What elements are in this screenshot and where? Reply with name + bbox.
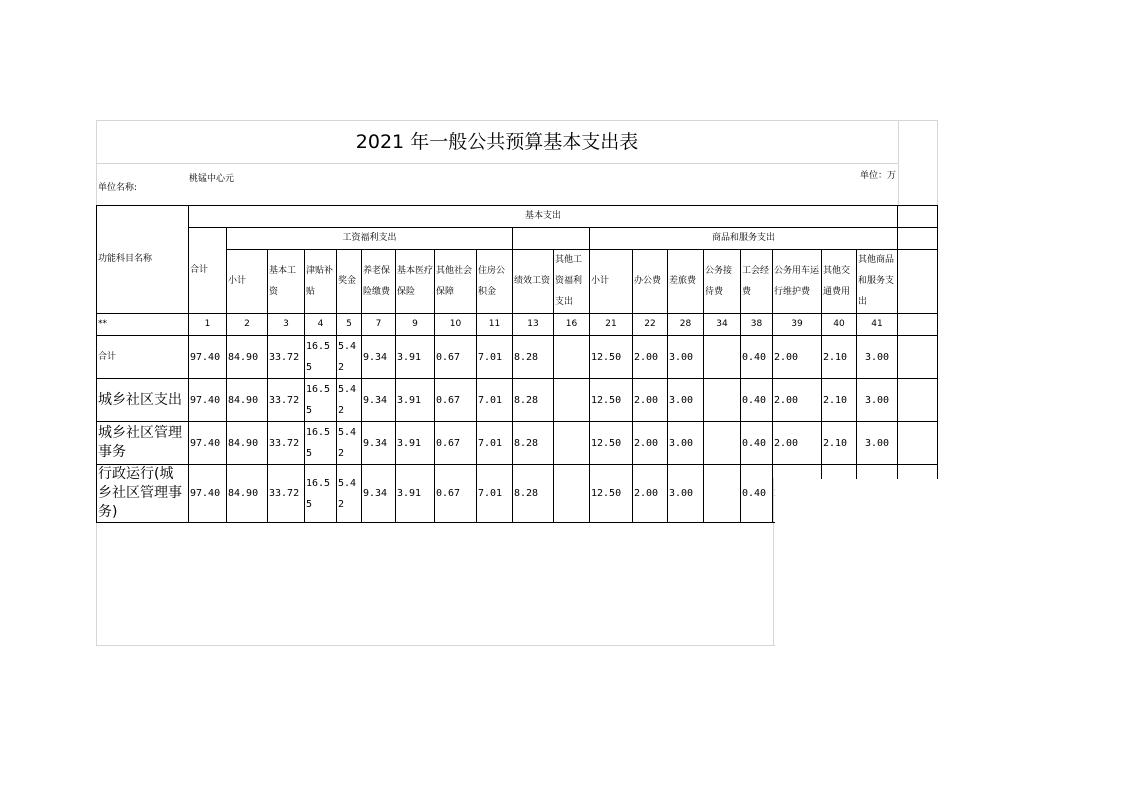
value-cell: 9.34 — [362, 336, 396, 379]
value-cell: 9.34 — [362, 422, 396, 465]
column-header: 其他商品和服务支出 — [857, 250, 898, 314]
value-cell: 3.00 — [668, 465, 704, 523]
value-cell: 16.55 — [305, 379, 337, 422]
column-code: 38 — [741, 314, 773, 336]
value-cell: 2.10 — [822, 422, 857, 465]
value-cell: 2.00 — [633, 379, 668, 422]
column-header: 差旅费 — [668, 250, 704, 314]
empty-cell — [513, 228, 590, 250]
value-cell: 2.00 — [773, 379, 822, 422]
value-cell: 0.67 — [435, 336, 477, 379]
unit-measure: 单位：万 — [859, 171, 896, 181]
value-cell: 12.50 — [590, 379, 633, 422]
value-cell: 84.90 — [227, 379, 268, 422]
column-code: 28 — [668, 314, 704, 336]
value-cell: 16.55 — [305, 465, 337, 523]
value-cell: 0.40 — [741, 422, 773, 465]
value-cell: 8.28 — [513, 422, 554, 465]
value-cell: 0.67 — [435, 379, 477, 422]
column-header: 办公费 — [633, 250, 668, 314]
column-code: 7 — [362, 314, 396, 336]
value-cell: 3.91 — [396, 379, 435, 422]
column-header: 奖金 — [337, 250, 362, 314]
value-cell: 2.00 — [773, 422, 822, 465]
value-cell: 2.10 — [822, 336, 857, 379]
column-header: 工会经费 — [741, 250, 773, 314]
empty-cell — [898, 228, 938, 250]
blank-area — [775, 479, 945, 654]
column-header: 公务接待费 — [704, 250, 741, 314]
value-cell: 3.91 — [396, 465, 435, 523]
column-code: 39 — [773, 314, 822, 336]
value-cell: 33.72 — [268, 336, 305, 379]
column-header: 其他工资福利支出 — [554, 250, 590, 314]
column-code: 16 — [554, 314, 590, 336]
column-code: 1 — [189, 314, 227, 336]
value-cell: 3.00 — [668, 336, 704, 379]
column-code: 9 — [396, 314, 435, 336]
empty-cell — [898, 379, 938, 422]
value-cell: 12.50 — [590, 465, 633, 523]
value-cell: 3.00 — [668, 422, 704, 465]
salary-group-header: 工资福利支出 — [227, 228, 513, 250]
value-cell: 16.55 — [305, 422, 337, 465]
value-cell: 12.50 — [590, 336, 633, 379]
column-header: 津贴补贴 — [305, 250, 337, 314]
value-cell — [704, 422, 741, 465]
value-cell: 3.00 — [857, 336, 898, 379]
value-cell — [554, 422, 590, 465]
unit-row — [96, 163, 898, 205]
value-cell — [704, 336, 741, 379]
value-cell: 97.40 — [189, 379, 227, 422]
value-cell: 2.00 — [633, 422, 668, 465]
value-cell — [554, 379, 590, 422]
code-label: ** — [97, 314, 189, 336]
value-cell: 84.90 — [227, 465, 268, 523]
page-title: 2021 年一般公共预算基本支出表 — [96, 121, 898, 164]
value-cell: 97.40 — [189, 336, 227, 379]
table-row — [97, 336, 938, 379]
value-cell: 84.90 — [227, 422, 268, 465]
column-code: 13 — [513, 314, 554, 336]
value-cell: 84.90 — [227, 336, 268, 379]
function-name: 行政运行(城乡社区管理事务) — [97, 465, 189, 523]
value-cell: 12.50 — [590, 422, 633, 465]
value-cell: 5.42 — [337, 379, 362, 422]
value-cell: 2.00 — [633, 465, 668, 523]
value-cell: 5.42 — [337, 465, 362, 523]
value-cell: 2.00 — [633, 336, 668, 379]
unit-name-label: 单位名称: — [98, 183, 138, 193]
total-header: 合计 — [189, 228, 227, 314]
value-cell: 97.40 — [189, 465, 227, 523]
value-cell: 7.01 — [477, 465, 513, 523]
value-cell: 33.72 — [268, 422, 305, 465]
value-cell: 5.42 — [337, 422, 362, 465]
value-cell: 0.40 — [741, 465, 773, 523]
value-cell: 2.00 — [773, 336, 822, 379]
value-cell: 3.00 — [857, 379, 898, 422]
column-header: 基本工资 — [268, 250, 305, 314]
value-cell: 16.55 — [305, 336, 337, 379]
value-cell — [554, 336, 590, 379]
goods-group-header: 商品和服务支出 — [590, 228, 898, 250]
value-cell: 8.28 — [513, 336, 554, 379]
column-code: 22 — [633, 314, 668, 336]
column-header: 公务用车运行维护费 — [773, 250, 822, 314]
empty-cell — [898, 336, 938, 379]
value-cell: 3.00 — [857, 422, 898, 465]
table-row — [97, 379, 938, 422]
function-name: 合计 — [97, 336, 189, 379]
column-code: 2 — [227, 314, 268, 336]
empty-cell — [898, 314, 938, 336]
column-code: 4 — [305, 314, 337, 336]
value-cell: 7.01 — [477, 422, 513, 465]
column-header: 其他社会保障 — [435, 250, 477, 314]
value-cell: 7.01 — [477, 336, 513, 379]
value-cell: 2.10 — [822, 379, 857, 422]
column-code: 41 — [857, 314, 898, 336]
column-code: 34 — [704, 314, 741, 336]
value-cell: 3.91 — [396, 336, 435, 379]
table-row — [97, 422, 938, 465]
grid-line — [898, 121, 899, 206]
value-cell: 33.72 — [268, 379, 305, 422]
column-code: 5 — [337, 314, 362, 336]
column-code: 10 — [435, 314, 477, 336]
column-code: 3 — [268, 314, 305, 336]
empty-cell — [898, 250, 938, 314]
value-cell: 5.42 — [337, 336, 362, 379]
column-header: 绩效工资 — [513, 250, 554, 314]
basic-expense-header: 基本支出 — [189, 206, 898, 228]
value-cell: 33.72 — [268, 465, 305, 523]
column-code: 11 — [477, 314, 513, 336]
value-cell: 9.34 — [362, 379, 396, 422]
column-header: 小计 — [590, 250, 633, 314]
value-cell — [704, 465, 741, 523]
value-cell: 97.40 — [189, 422, 227, 465]
budget-table — [96, 205, 938, 523]
function-name-header: 功能科目名称 — [97, 206, 189, 314]
function-name: 城乡社区支出 — [97, 379, 189, 422]
value-cell: 3.00 — [668, 379, 704, 422]
value-cell: 0.40 — [741, 336, 773, 379]
value-cell: 0.67 — [435, 465, 477, 523]
value-cell: 0.40 — [741, 379, 773, 422]
value-cell: 8.28 — [513, 465, 554, 523]
value-cell — [704, 379, 741, 422]
value-cell: 8.28 — [513, 379, 554, 422]
unit-name-value: 桃锰中心元 — [189, 174, 235, 184]
column-header: 养老保险缴费 — [362, 250, 396, 314]
value-cell: 9.34 — [362, 465, 396, 523]
column-header: 小计 — [227, 250, 268, 314]
column-code: 21 — [590, 314, 633, 336]
value-cell: 3.91 — [396, 422, 435, 465]
column-header: 基本医疗保险 — [396, 250, 435, 314]
value-cell: 0.67 — [435, 422, 477, 465]
empty-cell — [898, 422, 938, 465]
column-header: 其他交通费用 — [822, 250, 857, 314]
value-cell — [554, 465, 590, 523]
column-header: 住房公积金 — [477, 250, 513, 314]
column-code: 40 — [822, 314, 857, 336]
function-name: 城乡社区管理事务 — [97, 422, 189, 465]
value-cell: 7.01 — [477, 379, 513, 422]
empty-cell — [898, 206, 938, 228]
